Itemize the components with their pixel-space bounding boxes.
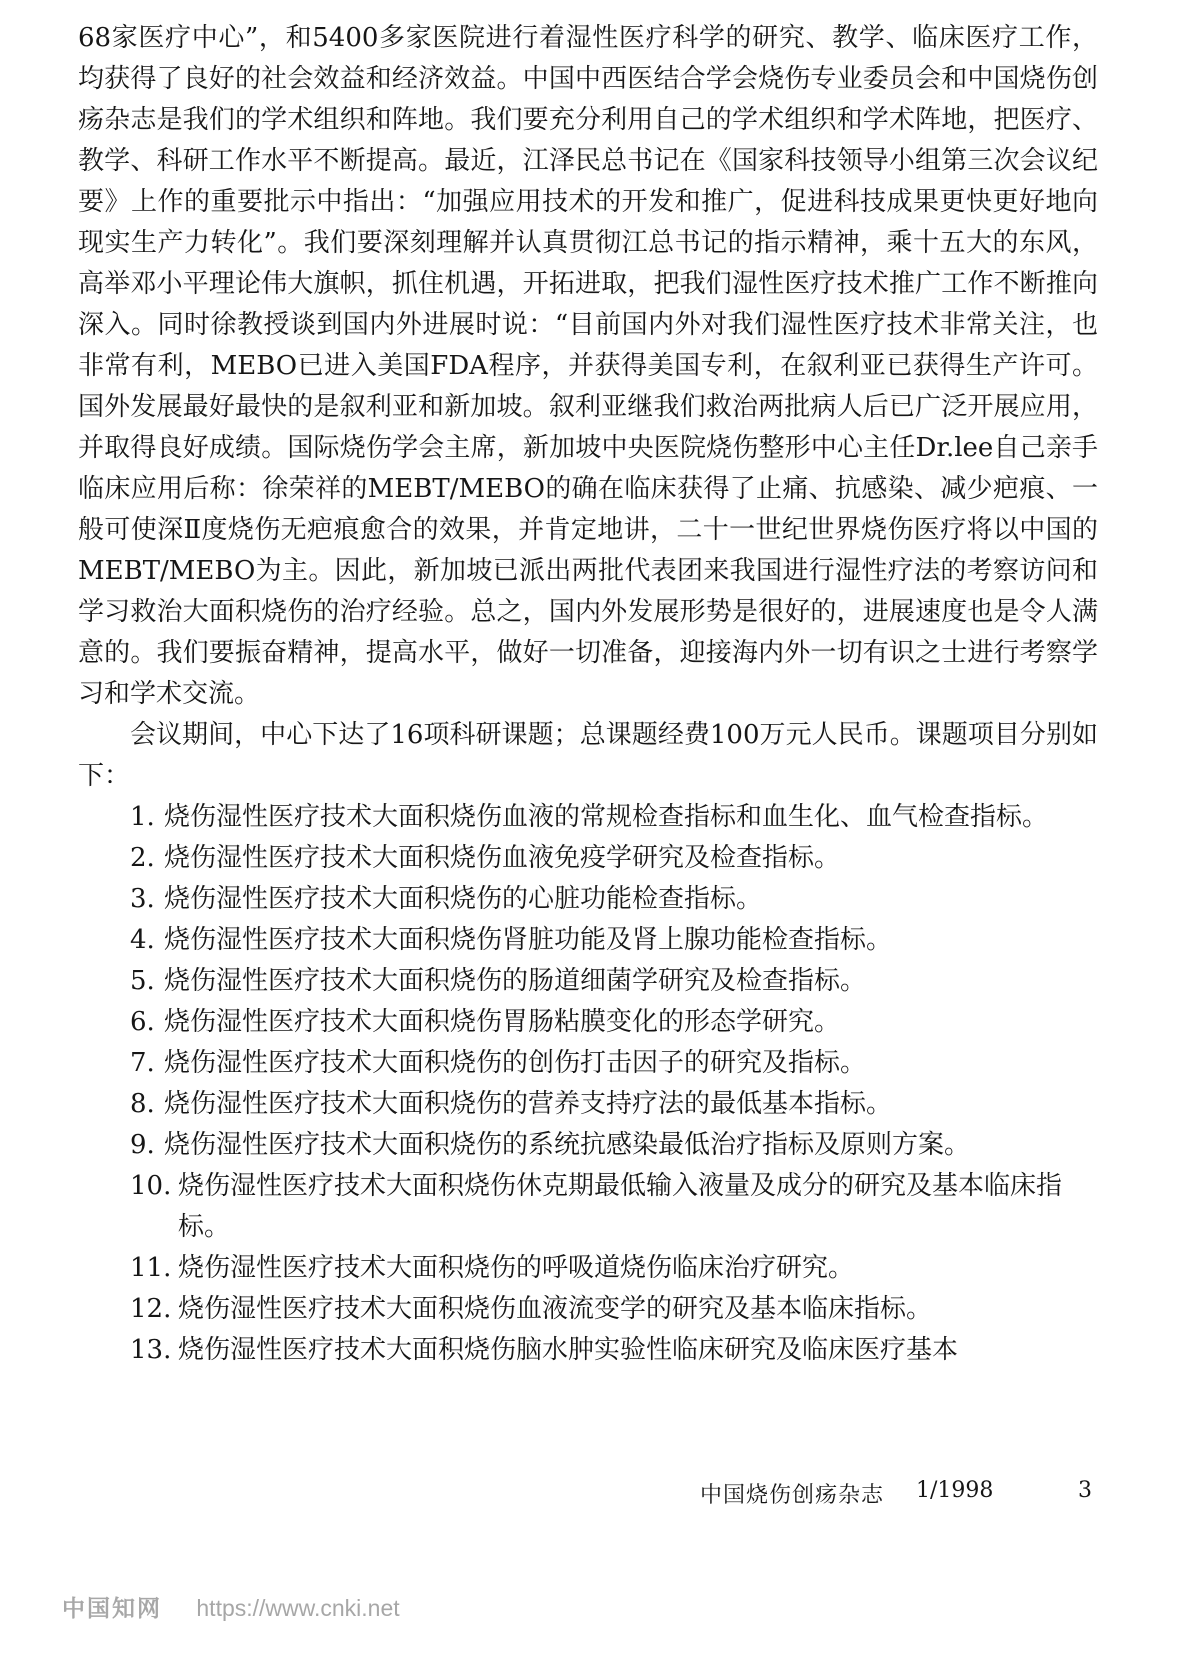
list-item-number: 9.: [130, 1130, 155, 1160]
list-item-text: 烧伤湿性医疗技术大面积烧伤的创伤打击因子的研究及指标。: [164, 1048, 867, 1078]
list-item: [78, 879, 1098, 920]
list-item-number: 6.: [130, 1007, 155, 1037]
list-item-text: 烧伤湿性医疗技术大面积烧伤的肠道细菌学研究及检查指标。: [164, 966, 867, 996]
list-item-number: 3.: [130, 884, 155, 914]
list-item-number: 8.: [130, 1089, 155, 1119]
list-item: [78, 961, 1098, 1002]
list-item: [78, 838, 1098, 879]
list-item-text: 烧伤湿性医疗技术大面积烧伤血液的常规检查指标和血生化、血气检查指标。: [164, 802, 1049, 832]
list-item-text: 烧伤湿性医疗技术大面积烧伤血液免疫学研究及检查指标。: [164, 843, 841, 873]
list-item: [78, 797, 1098, 838]
list-item-number: 7.: [130, 1048, 155, 1078]
page-number: 3: [1078, 1478, 1092, 1503]
list-item-text: 烧伤湿性医疗技术大面积烧伤的营养支持疗法的最低基本指标。: [164, 1089, 893, 1119]
list-item-number: 5.: [130, 966, 155, 996]
journal-name: 中国烧伤创疡杂志: [700, 1483, 885, 1508]
list-item-text: 烧伤湿性医疗技术大面积烧伤的心脏功能检查指标。: [164, 884, 763, 914]
list-item: [78, 1289, 1098, 1330]
list-item: [78, 1248, 1098, 1289]
cnki-url[interactable]: https://www.cnki.net: [196, 1595, 400, 1621]
list-item-number: 11.: [130, 1253, 172, 1283]
list-item-number: 10.: [130, 1171, 172, 1201]
body-paragraph-2: 会议期间，中心下达了16项科研课题；总课题经费100万元人民币。课题项目分别如下：: [78, 720, 1098, 791]
list-item-number: 2.: [130, 843, 155, 873]
issue-number: 1/1998: [916, 1478, 994, 1503]
cnki-logo-text: 中国知网: [62, 1595, 162, 1621]
list-item-number: 13.: [130, 1335, 172, 1365]
list-item-text: 烧伤湿性医疗技术大面积烧伤脑水肿实验性临床研究及临床医疗基本: [178, 1335, 959, 1365]
list-item: [78, 1043, 1098, 1084]
article-body: [78, 18, 1098, 1371]
body-paragraph-1: 68家医疗中心”，和5400多家医院进行着湿性医疗科学的研究、教学、临床医疗工作，均获得了良好的社会效益和经济效益。中国中西医结合学会烧伤专业委员会和中国烧伤创疡杂志是我们的学术组织和阵地。我们要充分利用自己的学术组织和学术阵地，把医疗、教学、科研工作水平不断提高。最近，江泽民总书记在《国家科技领导小组第三次会议纪要》上作的重要批示中指出：“加强应用技术的开发和推广，促进科技成果更快更好地向现实生产力转化”。我们要深刻理解并认真贯彻江总书记的指示精神，乘十五大的东风，高举邓小平理论伟大旗帜，抓住机遇，开拓进取，把我们湿性医疗技术推广工作不断推向深入。同时徐教授谈到国内外进展时说：“目前国内外对我们湿性医疗技术非常关注，也非常有利，MEBO已进入美国FDA程序，并获得美国专利，在叙利亚已获得生产许可。国外发展最好最快的是叙利亚和新加坡。叙利亚继我们救治两批病人后已广泛开展应用，并取得良好成绩。国际烧伤学会主席，新加坡中央医院烧伤整形中心主任Dr.lee自己亲手临床应用后称：徐荣祥的MEBT/MEBO的确在临床获得了止痛、抗感染、减少疤痕、一般可使深Ⅱ度烧伤无疤痕愈合的效果，并肯定地讲，二十一世纪世界烧伤医疗将以中国的MEBT/MEBO为主。因此，新加坡已派出两批代表团来我国进行湿性疗法的考察访问和学习救治大面积烧伤的治疗经验。总之，国内外发展形势是很好的，进展速度也是令人满意的。我们要振奋精神，提高水平，做好一切准备，迎接海内外一切有识之士进行考察学习和学术交流。: [78, 23, 1098, 709]
list-item: [78, 1002, 1098, 1043]
list-item: [78, 1330, 1098, 1371]
list-item-text: 烧伤湿性医疗技术大面积烧伤的呼吸道烧伤临床治疗研究。: [178, 1253, 855, 1283]
list-item-number: 1.: [130, 802, 155, 832]
list-item-text: 烧伤湿性医疗技术大面积烧伤的系统抗感染最低治疗指标及原则方案。: [164, 1130, 971, 1160]
list-item: [78, 1125, 1098, 1166]
list-item: [78, 920, 1098, 961]
list-item-number: 12.: [130, 1294, 172, 1324]
list-item-number: 4.: [130, 925, 155, 955]
list-item-text: 烧伤湿性医疗技术大面积烧伤肾脏功能及肾上腺功能检查指标。: [164, 925, 893, 955]
list-item-text: 烧伤湿性医疗技术大面积烧伤胃肠粘膜变化的形态学研究。: [164, 1007, 841, 1037]
list-item: [78, 1166, 1098, 1248]
cnki-watermark: [62, 1590, 400, 1623]
list-item-text: 烧伤湿性医疗技术大面积烧伤休克期最低输入液量及成分的研究及基本临床指标。: [178, 1171, 1063, 1242]
research-topic-list: [78, 797, 1098, 1371]
list-item: [78, 1084, 1098, 1125]
list-item-text: 烧伤湿性医疗技术大面积烧伤血液流变学的研究及基本临床指标。: [178, 1294, 933, 1324]
